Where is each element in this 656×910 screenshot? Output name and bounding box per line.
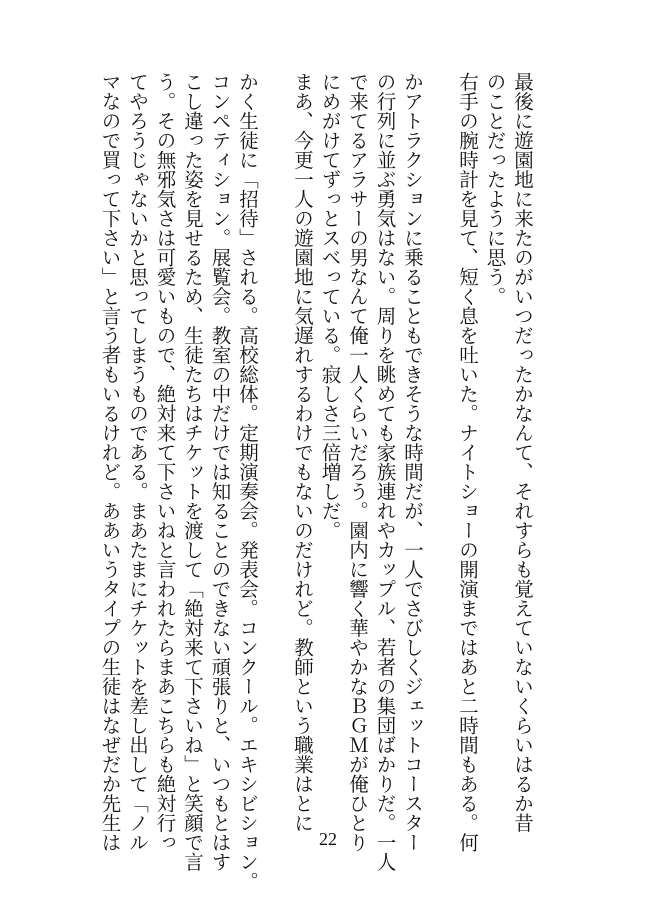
text-line: う。その無邪気さは可愛いもので、絶対来て下さいねと言われたらまあこちらも絶対行っ bbox=[153, 72, 177, 852]
text-line: マなので買って下さい」と言う者もいるけれど。ああいうタイプの生徒はなぜだか先生は bbox=[98, 72, 122, 852]
text-line: のことだったように思う。 bbox=[483, 72, 507, 306]
text-line: かく生徒に「招待」される。高校総体。定期演奏会。発表会。コンクール。エキシビション。 bbox=[236, 72, 259, 891]
text-line: で来てるアラサーの男なんて俺一人くらいだろう。園内に響く華やかなＢＧＭが俺ひとり bbox=[346, 72, 369, 852]
text-line: にめがけてずっとスベっている。寂しさ三倍増しだ。 bbox=[318, 72, 342, 540]
page-number: 22 bbox=[319, 829, 337, 849]
text-line: 右手の腕時計を見て、短く息を吐いた。ナイトショーの開演まではあと二時間もある。何 bbox=[456, 72, 479, 852]
text-line: 最後に遊園地に来たのがいつだったかなんて、それすらも覚えていないくらいはるか昔 bbox=[511, 72, 534, 833]
text-line: こし違った姿を見せるため、生徒たちはチケットを渡して「絶対来て下さいね」と笑顔で言 bbox=[181, 72, 204, 872]
text-line: まあ、今更一人の遊園地に気遅れするわけでもないのだけれど。教師という職業はとに bbox=[291, 72, 314, 833]
text-line: かアトラクションに乗ることもできそうな時間だが、一人でさびしくジェットコースター bbox=[401, 72, 424, 852]
text-line: コンペティション。展覧会。教室の中だけでは知ることのできない頑張りと、いつもとはす bbox=[208, 72, 232, 872]
text-line: てやろうじゃないかと思ってしまうものである。まあたまにチケットを差し出して「ノル bbox=[126, 72, 149, 852]
text-line: の行列に並ぶ勇気はない。周りを眺めても家族連れやカップル、若者の集団ばかりだ。一人 bbox=[373, 72, 397, 872]
